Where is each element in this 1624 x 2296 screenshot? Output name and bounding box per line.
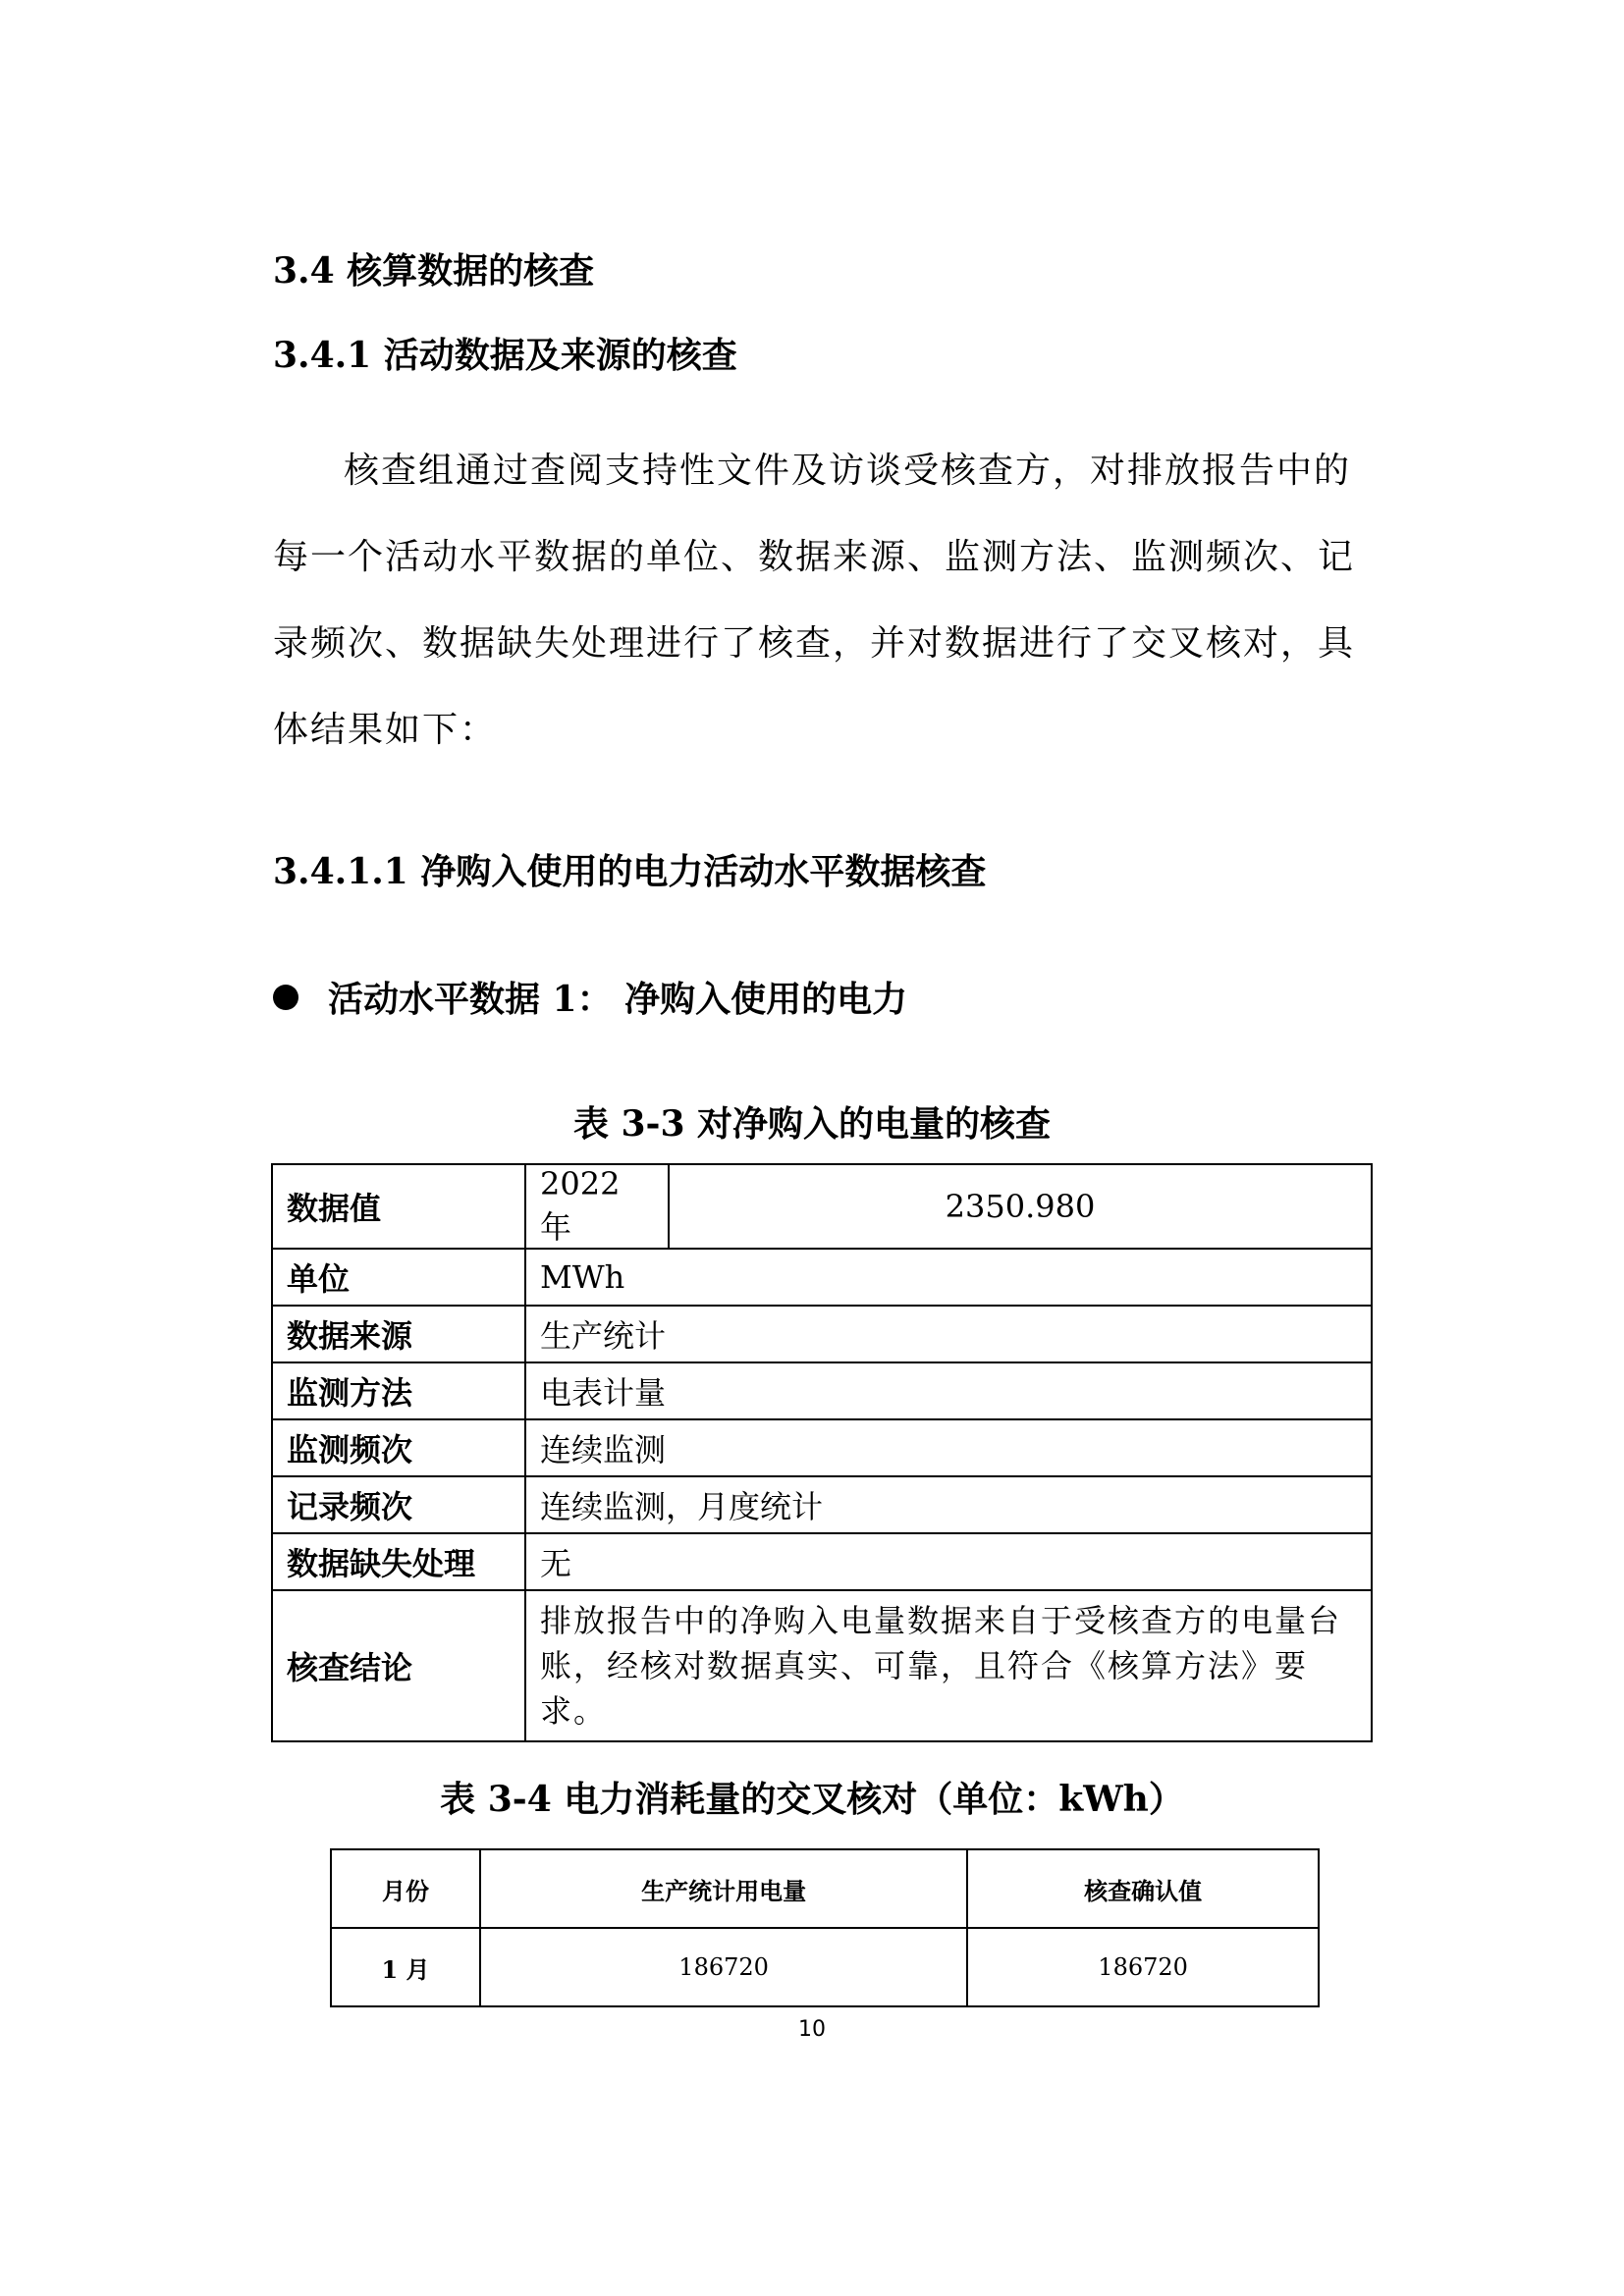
table-row	[272, 1164, 1372, 1249]
source-label: 数据来源	[272, 1306, 525, 1362]
data-value-cell: 2350.980	[669, 1164, 1372, 1249]
bullet-dot-icon	[273, 985, 298, 1010]
year-cell: 2022 年	[525, 1164, 669, 1249]
table-row	[272, 1249, 1372, 1306]
conclusion-value: 排放报告中的净购入电量数据来自于受核查方的电量台账，经核对数据真实、可靠，且符合《核算方法》要求。	[525, 1590, 1372, 1741]
table-row	[272, 1306, 1372, 1362]
subsection-heading: 3.4.1 活动数据及来源的核查	[273, 335, 737, 376]
intro-paragraph	[273, 428, 1373, 774]
sub-subsection-heading: 3.4.1.1 净购入使用的电力活动水平数据核查	[273, 851, 987, 892]
monitor-frequency-value: 连续监测	[525, 1419, 1372, 1476]
verified-header: 核查确认值	[967, 1849, 1319, 1928]
table-row	[272, 1362, 1372, 1419]
intro-paragraph-text: 核查组通过查阅支持性文件及访谈受核查方，对排放报告中的每一个活动水平数据的单位、数据来源、监测方法、监测频次、记录频次、数据缺失处理进行了核查，并对数据进行了交叉核对，具体结果如下：	[273, 451, 1356, 750]
unit-label: 单位	[272, 1249, 525, 1306]
electricity-verification-table	[271, 1163, 1373, 1742]
conclusion-label: 核查结论	[272, 1590, 525, 1741]
production-cell: 186720	[480, 1928, 967, 2006]
record-frequency-label: 记录频次	[272, 1476, 525, 1533]
record-frequency-value: 连续监测，月度统计	[525, 1476, 1372, 1533]
table-row	[272, 1590, 1372, 1741]
table-row	[272, 1419, 1372, 1476]
bullet-item-text: 活动水平数据 1： 净购入使用的电力	[328, 979, 908, 1020]
month-header: 月份	[331, 1849, 480, 1928]
missing-data-value: 无	[525, 1533, 1372, 1590]
table-row	[331, 1928, 1319, 2006]
electricity-cross-check-table	[330, 1848, 1320, 2007]
section-heading: 3.4 核算数据的核查	[273, 250, 595, 292]
table2-caption: 表 3-4 电力消耗量的交叉核对（单位：kWh）	[440, 1779, 1184, 1820]
production-header: 生产统计用电量	[480, 1849, 967, 1928]
method-label: 监测方法	[272, 1362, 525, 1419]
monitor-frequency-label: 监测频次	[272, 1419, 525, 1476]
month-cell: 1 月	[331, 1928, 480, 2006]
table-row	[272, 1533, 1372, 1590]
missing-data-label: 数据缺失处理	[272, 1533, 525, 1590]
table-row	[272, 1476, 1372, 1533]
verified-cell: 186720	[967, 1928, 1319, 2006]
page-number: 10	[798, 2017, 826, 2042]
table-header-row	[331, 1849, 1319, 1928]
unit-value: MWh	[525, 1249, 1372, 1306]
data-value-label: 数据值	[272, 1164, 525, 1249]
bullet-item	[273, 972, 907, 1022]
method-value: 电表计量	[525, 1362, 1372, 1419]
source-value: 生产统计	[525, 1306, 1372, 1362]
table1-caption: 表 3-3 对净购入的电量的核查	[572, 1103, 1052, 1145]
